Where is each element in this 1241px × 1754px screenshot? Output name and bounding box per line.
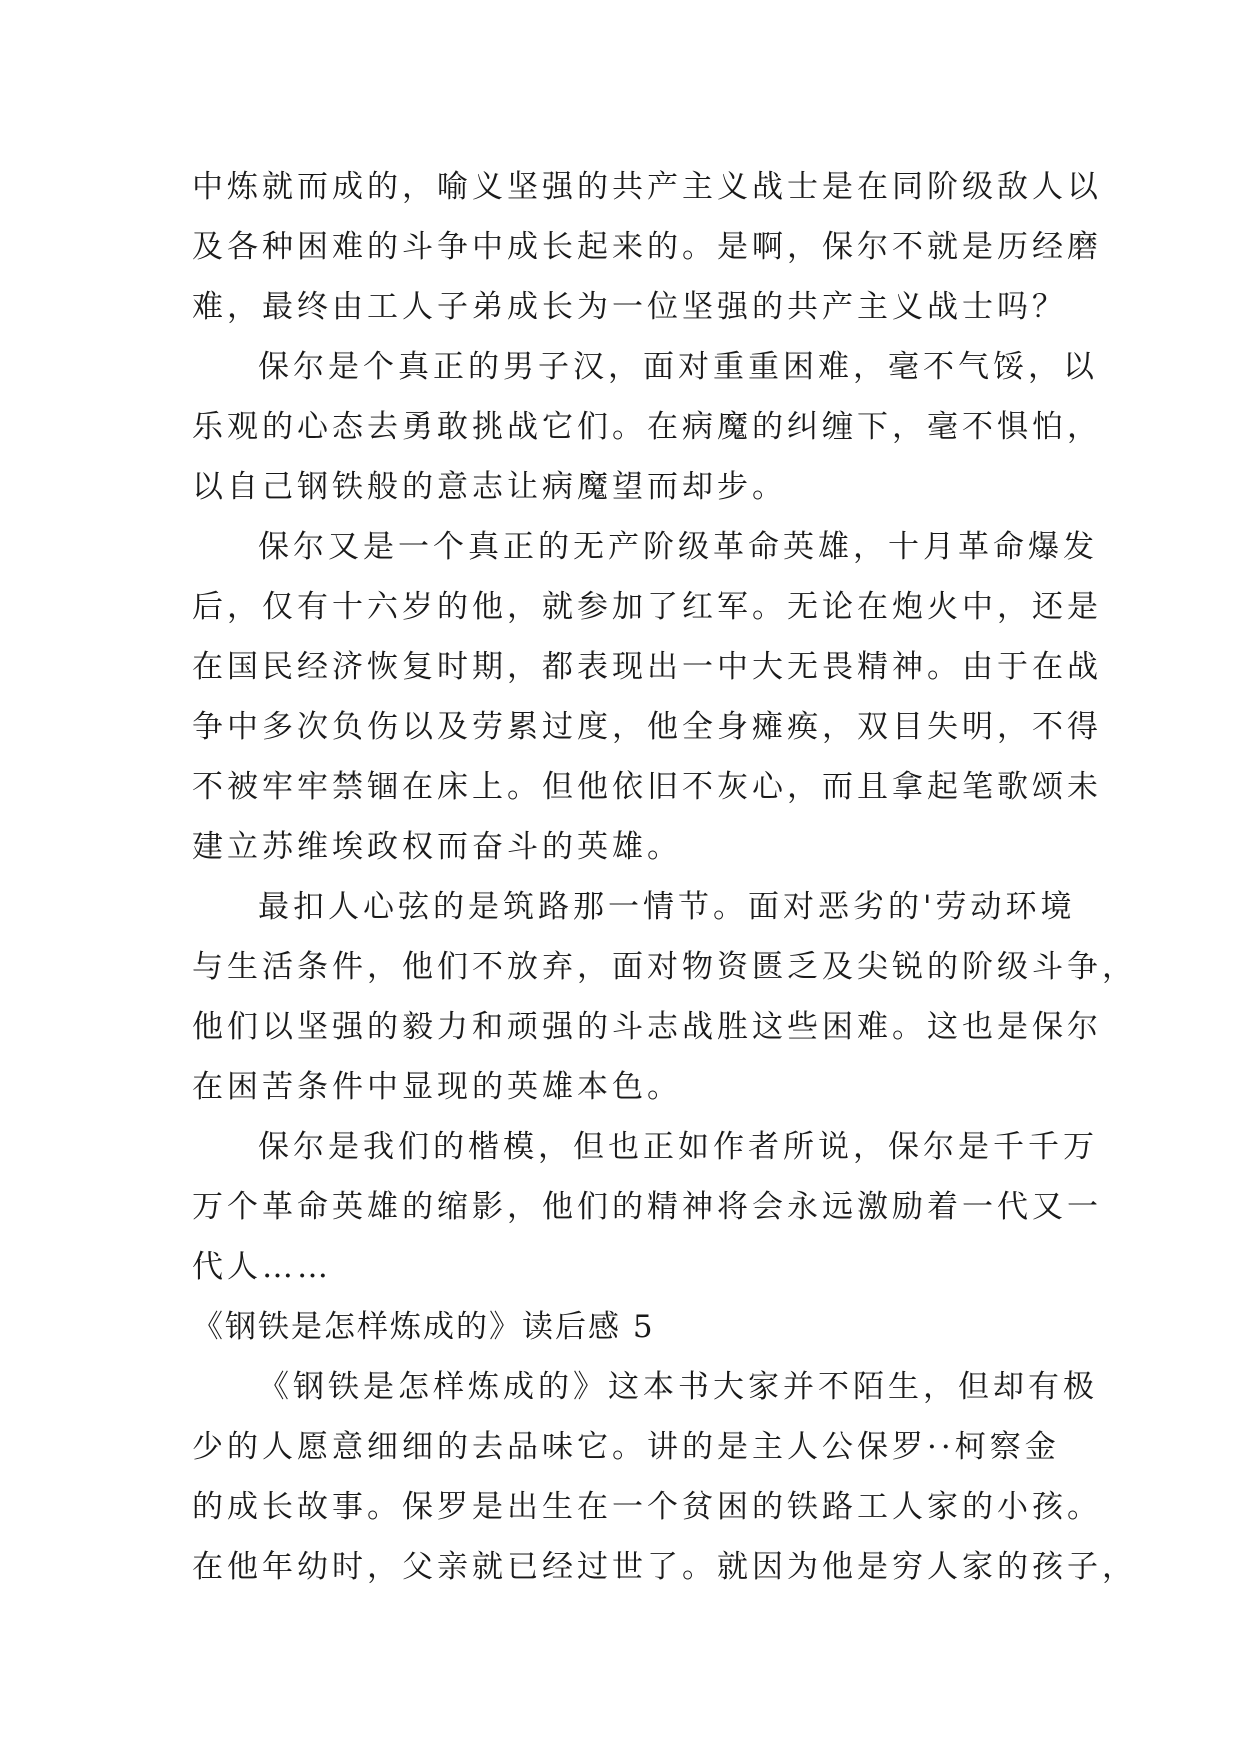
text-line: 万个革命英雄的缩影，他们的精神将会永远激励着一代又一 bbox=[192, 1189, 1102, 1225]
text-line: 代人…… bbox=[192, 1249, 332, 1285]
text-line: 及各种困难的斗争中成长起来的。是啊，保尔不就是历经磨 bbox=[192, 229, 1102, 265]
text-line: 在国民经济恢复时期，都表现出一中大无畏精神。由于在战 bbox=[192, 649, 1102, 685]
text-line: 争中多次负伤以及劳累过度，他全身瘫痪，双目失明，不得 bbox=[192, 709, 1102, 745]
section-heading bbox=[192, 1297, 1054, 1357]
text-line: 少的人愿意细细的去品味它。讲的是主人公保罗··柯察金 bbox=[192, 1429, 1060, 1465]
text-line: 最扣人心弦的是筑路那一情节。面对恶劣的'劳动环境 bbox=[258, 889, 1076, 925]
text-line: 《钢铁是怎样炼成的》这本书大家并不陌生，但却有极 bbox=[258, 1369, 1098, 1405]
paragraph bbox=[192, 337, 1102, 517]
text-line: 后，仅有十六岁的他，就参加了红军。无论在炮火中，还是 bbox=[192, 589, 1102, 625]
text-line: 在他年幼时，父亲就已经过世了。就因为他是穷人家的孩子， bbox=[192, 1549, 1137, 1585]
text-line: 以自己钢铁般的意志让病魔望而却步。 bbox=[192, 469, 787, 505]
text-line: 在困苦条件中显现的英雄本色。 bbox=[192, 1069, 682, 1105]
text-line: 乐观的心态去勇敢挑战它们。在病魔的纠缠下，毫不惧怕， bbox=[192, 409, 1102, 445]
text-line: 建立苏维埃政权而奋斗的英雄。 bbox=[192, 829, 682, 865]
paragraph bbox=[192, 517, 1102, 877]
paragraph bbox=[192, 1357, 1137, 1597]
text-line: 难，最终由工人子弟成长为一位坚强的共产主义战士吗？ bbox=[192, 289, 1067, 325]
text-line: 他们以坚强的毅力和顽强的斗志战胜这些困难。这也是保尔 bbox=[192, 1009, 1102, 1045]
paragraph bbox=[192, 157, 1102, 337]
paragraph bbox=[192, 877, 1137, 1117]
text-line: 的成长故事。保罗是出生在一个贫困的铁路工人家的小孩。 bbox=[192, 1489, 1102, 1525]
text-line: 与生活条件，他们不放弃，面对物资匮乏及尖锐的阶级斗争， bbox=[192, 949, 1137, 985]
heading-text: 《钢铁是怎样炼成的》读后感 5 bbox=[192, 1309, 655, 1345]
text-line: 中炼就而成的，喻义坚强的共产主义战士是在同阶级敌人以 bbox=[192, 169, 1102, 205]
text-line: 保尔又是一个真正的无产阶级革命英雄，十月革命爆发 bbox=[258, 529, 1098, 565]
text-line: 保尔是我们的楷模，但也正如作者所说，保尔是千千万 bbox=[258, 1129, 1098, 1165]
text-line: 不被牢牢禁锢在床上。但他依旧不灰心，而且拿起笔歌颂未 bbox=[192, 769, 1102, 805]
document-body bbox=[192, 157, 1137, 1597]
paragraph bbox=[192, 1117, 1102, 1297]
text-line: 保尔是个真正的男子汉，面对重重困难，毫不气馁，以 bbox=[258, 349, 1098, 385]
